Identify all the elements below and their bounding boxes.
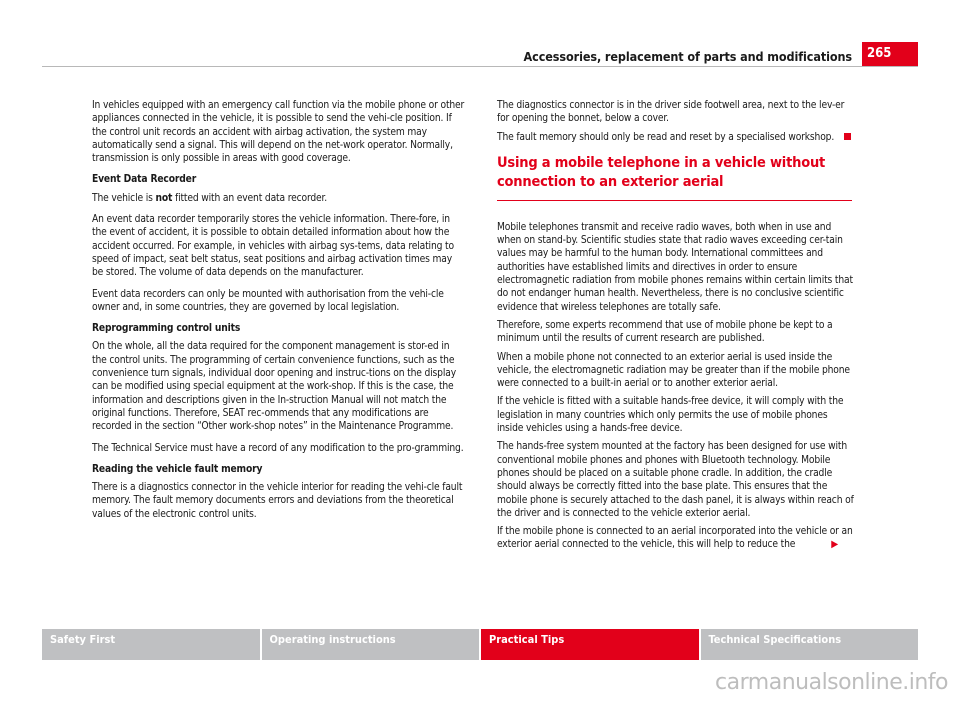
heading-fault-memory: Reading the vehicle fault memory <box>92 463 263 475</box>
header-divider <box>42 66 918 67</box>
paragraph-technical-service: The Technical Service must have a record of any modification to the pro-gramming. <box>92 442 464 454</box>
section-end-marker-icon <box>844 133 851 140</box>
paragraph-exterior-aerial: When a mobile phone not connected to an exterior aerial is used inside the vehicle, the electromagnetic radiation may be greater than if the mobile phone were connected to a built-in aerial or to another exterior aerial. <box>497 351 850 390</box>
emphasis-not: not <box>155 192 173 204</box>
continue-arrow-icon: ▶ <box>831 539 839 551</box>
paragraph-aerial-connection: If the mobile phone is connected to an aerial incorporated into the vehicle or an exterior aerial connected to the vehicle, this will help to reduce the ▶ <box>497 526 853 551</box>
paragraph-diagnostics-connector: There is a diagnostics connector in the vehicle interior for reading the vehi-cle fault memory. The fault memory documents errors and deviations from the theoretical values of the electronic control units. <box>92 482 463 520</box>
tab-safety-first[interactable]: Safety First <box>42 629 260 660</box>
watermark-text: carmanualsonline.info <box>715 670 948 695</box>
paragraph-expert-recommendation: Therefore, some experts recommend that use of mobile phone be kept to a minimum until the results of current research are published. <box>497 319 833 345</box>
left-column <box>92 99 465 529</box>
heading-event-data-recorder: Event Data Recorder <box>92 174 197 186</box>
section-heading-mobile-telephone: Using a mobile telephone in a vehicle without connection to an exterior aerial <box>497 154 852 201</box>
right-column <box>497 99 855 557</box>
page-number: 265 <box>862 42 918 66</box>
paragraph-radio-waves: Mobile telephones transmit and receive radio waves, both when in use and when on stand-by. Scientific studies state that radio waves exceeding cer-tain values may be harmful to the human body. International committees and authorities have established limits and directives in order to ensure electromagnetic radiation from mobile phones remains within certain limits that do not endanger human health. Nevertheless, there is no conclusive scientific evidence that wireless telephones are totally safe. <box>497 221 853 313</box>
tab-technical-specifications[interactable]: Technical Specifications <box>701 629 919 660</box>
paragraph-event-recorder-info: An event data recorder temporarily stores the vehicle information. There-fore, in the event of accident, it is possible to obtain detailed information about how the accident occurred. For example, in vehicles with airbag sys-tems, data relating to speed of impact, seat belt status, seat positions and airbag activation times may be stored. The volume of data depends on the manufacturer. <box>92 214 454 279</box>
paragraph-emergency-call: In vehicles equipped with an emergency call function via the mobile phone or other appliances connected in the vehicle, it is possible to send the vehi-cle position. If the control unit records an accident with airbag activation, the system may automatically send a signal. This will depend on the net-work operator. Normally, transmission is only possible in areas with good coverage. <box>92 100 465 165</box>
paragraph-event-recorder-authorisation: Event data recorders can only be mounted with authorisation from the vehi-cle owner and, in some countries, they are governed by local legislation. <box>92 288 444 313</box>
tab-operating-instructions[interactable]: Operating instructions <box>262 629 480 660</box>
paragraph-hands-free-legislation: If the vehicle is fitted with a suitable hands-free device, it will comply with the legislation in many countries which only permits the use of mobile phones inside vehicles using a hands-free device. <box>497 396 844 435</box>
paragraph-connector-location: The diagnostics connector is in the driver side footwell area, next to the lev-er for opening the bonnet, below a cover. <box>497 100 845 125</box>
tab-practical-tips[interactable]: Practical Tips <box>481 629 699 660</box>
paragraph-event-recorder-fitted: The vehicle is not fitted with an event data recorder. <box>92 192 327 204</box>
page-header-title: Accessories, replacement of parts and modifications <box>523 49 852 64</box>
paragraph-fault-memory-workshop: The fault memory should only be read and reset by a specialised workshop. <box>497 131 855 144</box>
section-body <box>497 221 855 552</box>
footer-nav <box>42 629 918 660</box>
paragraph-hands-free-system: The hands-free system mounted at the factory has been designed for use with conventional mobile phones and phones with Bluetooth technology. Mobile phones should be placed on a suitable phone cradle. In addition, the cradle should always be correctly fitted into the base plate. This ensures that the mobile phone is securely attached to the dash panel, it is always within reach of the driver and is connected to the vehicle exterior aerial. <box>497 441 854 519</box>
heading-reprogramming: Reprogramming control units <box>92 323 241 335</box>
paragraph-reprogramming: On the whole, all the data required for the component management is stor-ed in the control units. The programming of certain convenience functions, such as the convenience turn signals, individual door opening and instruc-tions on the display can be modified using special equipment at the work-shop. If this is the case, the information and descriptions given in the In-struction Manual will not match the original functions. Therefore, SEAT rec-ommends that any modifications are recorded in the section “Other work-shop notes” in the Maintenance Programme. <box>92 341 456 433</box>
